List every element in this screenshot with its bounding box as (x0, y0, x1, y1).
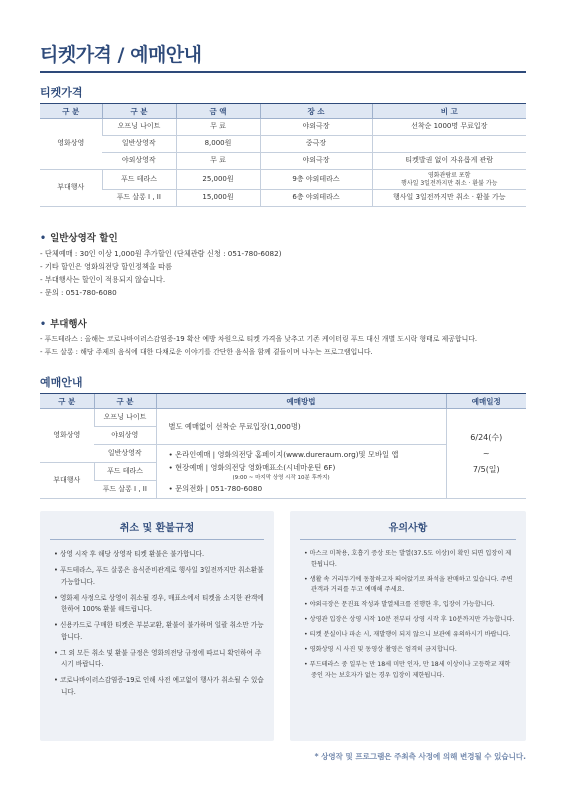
page-title: 티켓가격 / 예매안내 (40, 44, 202, 66)
note-line: 영화관람료 포함 (428, 171, 471, 179)
list-item: • 그 외 모든 취소 및 환불 규정은 영화의전당 규정에 따르니 확인하여 주시기 바랍니다. (54, 648, 262, 668)
ticket-price-table (40, 103, 526, 207)
item-name: 푸드 테라스 (102, 170, 176, 190)
reservation-table (40, 393, 526, 499)
item-name: 푸드 테라스 (94, 463, 156, 481)
item-place: 6층 야외테라스 (260, 190, 372, 207)
bullet-dot: • (40, 233, 47, 244)
method-details (156, 445, 446, 499)
column-header: 예매일정 (446, 394, 526, 409)
list-item: • 상영 시작 후 해당 상영작 티켓 환불은 불가합니다. (54, 550, 205, 558)
method-free: 별도 예매없이 선착순 무료입장(1,000명) (156, 409, 446, 445)
column-header: 비 고 (372, 104, 526, 119)
box-divider (50, 539, 264, 540)
column-header: 구 분 (102, 104, 176, 119)
item-name: 야외상영 (94, 427, 156, 445)
item-note: 선착순 1000명 무료입장 (372, 119, 526, 136)
item-name: 일반상영작 (94, 445, 156, 463)
footnote: * 상영작 및 프로그램은 주최측 사정에 의해 변경될 수 있습니다. (314, 752, 526, 761)
item-name: 일반상영작 (102, 136, 176, 153)
reservation-section-title: 예매안내 (40, 376, 83, 389)
item-note (372, 170, 526, 190)
refund-title: 취소 및 환불규정 (119, 523, 195, 534)
notice-title: 유의사항 (388, 523, 428, 534)
discount-line: - 부대행사는 할인이 적용되지 않습니다. (40, 275, 166, 284)
item-price: 무 료 (176, 119, 260, 136)
notice-list (304, 549, 516, 686)
item-place: 야외극장 (260, 119, 372, 136)
group-label: 부대행사 (40, 170, 102, 207)
list-item: • 티켓 분실이나 파손 시, 재발행이 되지 않으니 보관에 유의하시기 바랍니다. (304, 631, 511, 638)
discount-lines (40, 247, 282, 299)
table-header-row (40, 104, 526, 119)
method-onsite: • 현장예매 | 영화의전당 영화매표소(시네마운틴 6F) (168, 463, 336, 472)
side-event-line: - 푸드 살롱 : 해당 주제의 음식에 대한 다채로운 이야기를 간단한 음식을 함께 곁들이며 나누는 프로그램입니다. (40, 348, 373, 356)
list-item: • 야외극장은 문진표 작성과 발열체크를 진행한 후, 입장이 가능합니다. (304, 601, 495, 608)
title-divider (40, 71, 526, 73)
bullet-dot: • (40, 319, 47, 330)
discount-heading (40, 230, 118, 244)
list-item: • 푸드테라스 중 일부는 만 18세 미만 인자, 만 18세 이상이나 고등학교 재학중인 자는 보호자가 없는 경우 입장이 제한됩니다. (304, 661, 511, 679)
refund-list (54, 549, 264, 703)
date-end: 7/5(일) (472, 464, 500, 474)
item-price: 8,000원 (176, 136, 260, 153)
note-line: 행사일 3일전까지만 취소 · 환불 가능 (401, 179, 498, 187)
column-header: 예매방법 (156, 394, 446, 409)
column-header: 구 분 (40, 394, 94, 409)
item-place: 야외극장 (260, 153, 372, 170)
method-onsite-note: (9:00 ~ 마지막 상영 시작 10분 후까지) (232, 475, 330, 481)
item-place: 9층 야외테라스 (260, 170, 372, 190)
list-item: • 신용카드로 구매한 티켓은 부분교환, 환불이 불가하며 일괄 취소만 가능합니다. (54, 621, 264, 641)
date-start: 6/24(수) (470, 432, 503, 442)
item-note (372, 136, 526, 153)
item-name: 오프닝 나이트 (94, 409, 156, 427)
table-row (40, 153, 526, 170)
item-price: 15,000원 (176, 190, 260, 207)
method-phone: • 문의전화 | 051-780-6080 (168, 484, 263, 493)
group-label: 영화상영 (40, 119, 102, 170)
column-header: 구 분 (94, 394, 156, 409)
side-event-line: - 푸드테라스 : 올해는 코로나바이러스감염증-19 확산 예방 차원으로 티켓 가격을 낮추고 기존 케이터링 푸드 대신 개별 도시락 형태로 제공합니다. (40, 335, 478, 343)
side-event-heading (40, 316, 87, 330)
ticket-section-title: 티켓가격 (40, 86, 83, 99)
table-row (40, 190, 526, 207)
item-price: 무 료 (176, 153, 260, 170)
side-event-title: 부대행사 (50, 319, 87, 330)
group-label: 영화상영 (40, 409, 94, 463)
item-name: 야외상영작 (102, 153, 176, 170)
item-note: 행사일 3일전까지만 취소 · 환불 가능 (372, 190, 526, 207)
item-note: 티켓발권 없이 자유롭게 관람 (372, 153, 526, 170)
column-header: 구 분 (40, 104, 102, 119)
table-row (40, 409, 526, 427)
refund-policy-box (40, 511, 274, 741)
item-place: 중극장 (260, 136, 372, 153)
list-item: • 영화제 사정으로 상영이 취소될 경우, 매표소에서 티켓을 소지한 관객에 한하여 100% 환불 해드립니다. (54, 593, 264, 613)
date-separator: ~ (482, 448, 490, 458)
notice-box (290, 511, 526, 741)
method-online: • 온라인예매 | 영화의전당 홈페이지(www.dureraum.org)및 모바일 앱 (168, 450, 399, 459)
discount-line: - 단체예매 : 30인 이상 1,000원 추가할인 (단체관람 신청 : 051-780-6082) (40, 249, 282, 258)
group-label: 부대행사 (40, 463, 94, 499)
item-name: 푸드 살롱 I , II (94, 481, 156, 499)
list-item: • 생활 속 거리두기에 동참하고자 띄어앉기로 좌석을 판매하고 있습니다. 주변 관객과 거리를 두고 예매해 주세요. (304, 575, 513, 593)
discount-line: - 문의 : 051-780-6080 (40, 288, 117, 297)
list-item: • 코로나바이러스감염증-19로 인해 사전 예고없이 행사가 취소될 수 있습니다. (54, 676, 264, 696)
table-row (40, 136, 526, 153)
item-name: 오프닝 나이트 (102, 119, 176, 136)
discount-line: - 기타 할인은 영화의전당 할인정책을 따름 (40, 262, 173, 271)
list-item: • 푸드테라스, 푸드 살롱은 음식준비관계로 행사일 3일전까지만 취소환불 가능합니다. (54, 566, 264, 586)
box-divider (300, 539, 516, 540)
item-name: 푸드 살롱 I , II (102, 190, 176, 207)
item-price: 25,000원 (176, 170, 260, 190)
table-header-row (40, 394, 526, 409)
reservation-dates (446, 409, 526, 499)
side-event-lines (40, 333, 477, 359)
table-row (40, 119, 526, 136)
column-header: 금 액 (176, 104, 260, 119)
discount-title: 일반상영작 할인 (50, 233, 118, 244)
list-item: • 마스크 미착용, 호흡기 증상 또는 발열(37.5도 이상)이 확인 되면 입장이 제한됩니다. (304, 550, 512, 568)
table-row (40, 170, 526, 190)
column-header: 장 소 (260, 104, 372, 119)
list-item: • 상영관 입장은 상영 시작 10분 전부터 상영 시작 후 10분까지만 가능합니다. (304, 616, 515, 623)
list-item: • 영화상영 시 사진 및 동영상 촬영은 엄격히 금지합니다. (304, 646, 457, 653)
